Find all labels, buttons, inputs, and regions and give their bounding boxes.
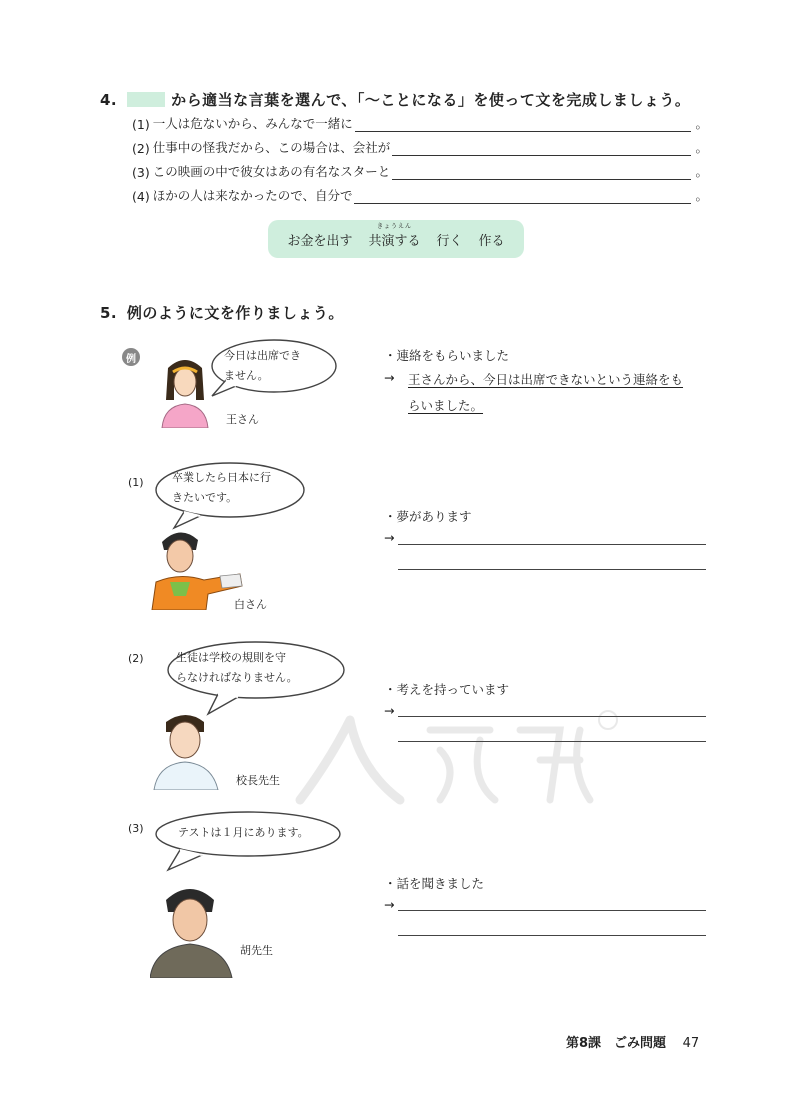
q4-item-label: (1) bbox=[132, 117, 150, 132]
speech-line: らなければなりません。 bbox=[176, 671, 298, 684]
item-3-answer-line-1[interactable] bbox=[398, 910, 706, 911]
q5-instruction: 例のように文を作りましょう。 bbox=[126, 304, 344, 322]
q4-item-2 bbox=[132, 138, 708, 156]
q4-answer-line-2[interactable] bbox=[392, 141, 691, 156]
q4-item-label: (4) bbox=[132, 189, 150, 204]
q4-item-end: 。 bbox=[695, 140, 708, 155]
item-1-speech-text bbox=[172, 468, 271, 508]
q4-item-end: 。 bbox=[695, 188, 708, 203]
item-2-speech-text bbox=[176, 648, 298, 688]
q4-instruction: から適当な言葉を選んで、「〜ことになる」を使って文を完成しましょう。 bbox=[171, 91, 691, 109]
word-choice: 共演する bbox=[368, 233, 421, 249]
principal-illustration bbox=[148, 706, 228, 790]
word-choice: 行く bbox=[436, 233, 463, 249]
q5-item-1-label: (1) bbox=[128, 476, 144, 489]
publisher-watermark-logo bbox=[290, 700, 620, 810]
speech-line: 卒業したら日本に行 bbox=[172, 471, 271, 484]
item-3-speech-text: テストは１月にあります。 bbox=[178, 826, 309, 839]
example-answer-line-2: らいました。 bbox=[408, 398, 484, 413]
q4-item-4 bbox=[132, 186, 708, 204]
page-footer bbox=[566, 1032, 699, 1051]
item-3-speaker: 胡先生 bbox=[240, 944, 273, 957]
q4-answer-line-4[interactable] bbox=[354, 189, 691, 204]
item-1-answer-line-2[interactable] bbox=[398, 569, 706, 570]
word-choice-with-ruby bbox=[368, 222, 421, 249]
item-3-arrow: → bbox=[384, 897, 395, 912]
item-3-prompt: ・話を聞きました bbox=[384, 876, 485, 891]
q4-item-text: ほかの人は来なかったので、自分で bbox=[152, 188, 353, 203]
speech-line: 今日は出席でき bbox=[224, 349, 301, 362]
q4-answer-line-3[interactable] bbox=[392, 165, 691, 180]
item-2-prompt: ・考えを持っています bbox=[384, 682, 510, 697]
page-number: 47 bbox=[682, 1036, 700, 1051]
q4-item-label: (3) bbox=[132, 165, 150, 180]
q4-item-end: 。 bbox=[695, 164, 708, 179]
q4-item-text: この映画の中で彼女はあの有名なスターと bbox=[152, 164, 391, 179]
q5-number: 5. bbox=[100, 304, 118, 322]
item-2-speaker: 校長先生 bbox=[236, 774, 280, 787]
q5-title bbox=[100, 302, 344, 323]
item-3-speech-bubble bbox=[150, 808, 346, 874]
ruby-text: きょうえん bbox=[376, 222, 412, 230]
example-badge: 例 bbox=[122, 348, 140, 366]
q4-answer-line-1[interactable] bbox=[355, 117, 692, 132]
q4-item-3 bbox=[132, 162, 708, 180]
example-prompt: ・連絡をもらいました bbox=[384, 348, 510, 363]
item-2-arrow: → bbox=[384, 703, 395, 718]
q4-item-label: (2) bbox=[132, 141, 150, 156]
q4-item-text: 仕事中の怪我だから、この場合は、会社が bbox=[152, 140, 391, 155]
item-3-answer-line-2[interactable] bbox=[398, 935, 706, 936]
item-1-speaker: 白さん bbox=[234, 598, 267, 611]
boy-orange-illustration bbox=[150, 524, 246, 610]
speech-line: ません。 bbox=[224, 369, 269, 382]
word-choice: 作る bbox=[478, 233, 505, 249]
item-1-arrow: → bbox=[384, 530, 395, 545]
example-speech-text bbox=[224, 346, 301, 386]
q4-item-end: 。 bbox=[695, 116, 708, 131]
q5-item-3-label: (3) bbox=[128, 822, 144, 835]
example-arrow: → bbox=[384, 370, 395, 385]
speech-line: きたいです。 bbox=[172, 491, 238, 504]
q4-item-text: 一人は危ないから、みんなで一緒に bbox=[152, 116, 353, 131]
speech-line: 生徒は学校の規則を守 bbox=[176, 651, 286, 664]
q5-item-2-label: (2) bbox=[128, 652, 144, 665]
q4-word-choices bbox=[268, 220, 524, 258]
q4-item-1 bbox=[132, 114, 708, 132]
item-1-answer-line-1[interactable] bbox=[398, 544, 706, 545]
q4-title bbox=[100, 89, 690, 110]
teacher-hu-illustration bbox=[150, 878, 234, 978]
q4-word-box-marker bbox=[127, 92, 165, 107]
example-answer-line-1: 王さんから、今日は出席できないという連絡をも bbox=[408, 372, 684, 387]
word-choice: お金を出す bbox=[287, 233, 353, 249]
example-speaker: 王さん bbox=[226, 413, 259, 426]
q4-number: 4. bbox=[100, 91, 118, 109]
item-1-prompt: ・夢があります bbox=[384, 509, 472, 524]
footer-lesson: 第8課 ごみ問題 bbox=[566, 1036, 667, 1051]
